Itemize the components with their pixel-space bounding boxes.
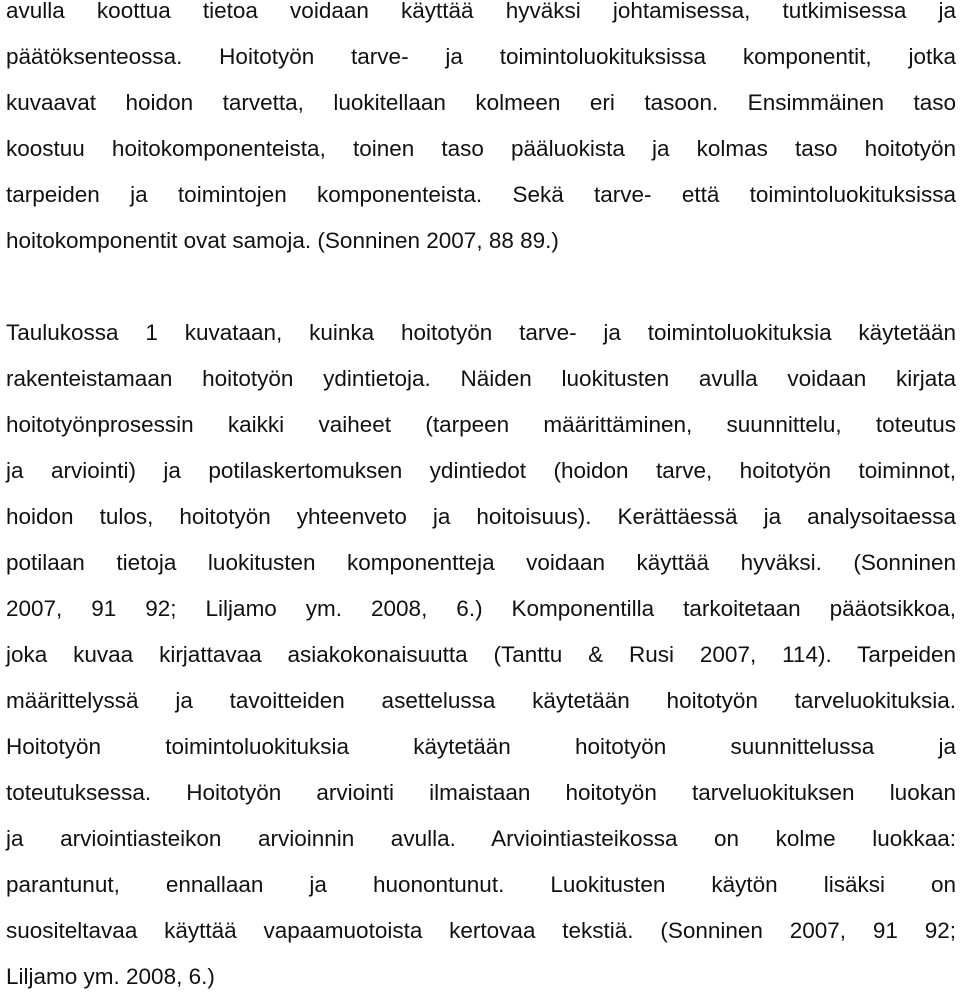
text-line: hoidon tulos, hoitotyön yhteenveto ja hoitoisuus). Kerättäessä ja analysoitaessa: [6, 504, 956, 529]
text-line: 2007, 91 92; Liljamo ym. 2008, 6.) Komponentilla tarkoitetaan pääotsikkoa,: [6, 596, 956, 621]
text-line: suositeltavaa käyttää vapaamuotoista kertovaa tekstiä. (Sonninen 2007, 91 92;: [6, 918, 956, 943]
text-line: joka kuvaa kirjattavaa asiakokonaisuutta (Tanttu & Rusi 2007, 114). Tarpeiden: [6, 642, 956, 667]
text-line: Hoitotyön toimintoluokituksia käytetään hoitotyön suunnittelussa ja: [6, 734, 956, 759]
text-line: rakenteistamaan hoitotyön ydintietoja. Näiden luokitusten avulla voidaan kirjata: [6, 366, 956, 391]
text-line: potilaan tietoja luokitusten komponentteja voidaan käyttää hyväksi. (Sonninen: [6, 550, 956, 575]
text-line: parantunut, ennallaan ja huonontunut. Luokitusten käytön lisäksi on: [6, 872, 956, 897]
text-line: Taulukossa 1 kuvataan, kuinka hoitotyön tarve- ja toimintoluokituksia käytetään: [6, 320, 956, 345]
text-line: päätöksenteossa. Hoitotyön tarve- ja toimintoluokituksissa komponentit, jotka: [6, 44, 956, 69]
text-line: tarpeiden ja toimintojen komponenteista. Sekä tarve- että toimintoluokituksissa: [6, 182, 956, 207]
text-line: määrittelyssä ja tavoitteiden asettelussa käytetään hoitotyön tarveluokituksia.: [6, 688, 956, 713]
text-line: ja arviointi) ja potilaskertomuksen ydintiedot (hoidon tarve, hoitotyön toiminnot,: [6, 458, 956, 483]
text-line: hoitotyönprosessin kaikki vaiheet (tarpeen määrittäminen, suunnittelu, toteutus: [6, 412, 956, 437]
text-line: koostuu hoitokomponenteista, toinen taso pääluokista ja kolmas taso hoitotyön: [6, 136, 956, 161]
text-line: toteutuksessa. Hoitotyön arviointi ilmaistaan hoitotyön tarveluokituksen luokan: [6, 780, 956, 805]
text-line: Liljamo ym. 2008, 6.): [6, 964, 215, 989]
text-line: kuvaavat hoidon tarvetta, luokitellaan kolmeen eri tasoon. Ensimmäinen taso: [6, 90, 956, 115]
text-line: ja arviointiasteikon arvioinnin avulla. Arviointiasteikossa on kolme luokkaa:: [6, 826, 956, 851]
text-line: hoitokomponentit ovat samoja. (Sonninen 2007, 88 89.): [6, 228, 559, 253]
text-line: avulla koottua tietoa voidaan käyttää hyväksi johtamisessa, tutkimisessa ja: [6, 0, 956, 23]
